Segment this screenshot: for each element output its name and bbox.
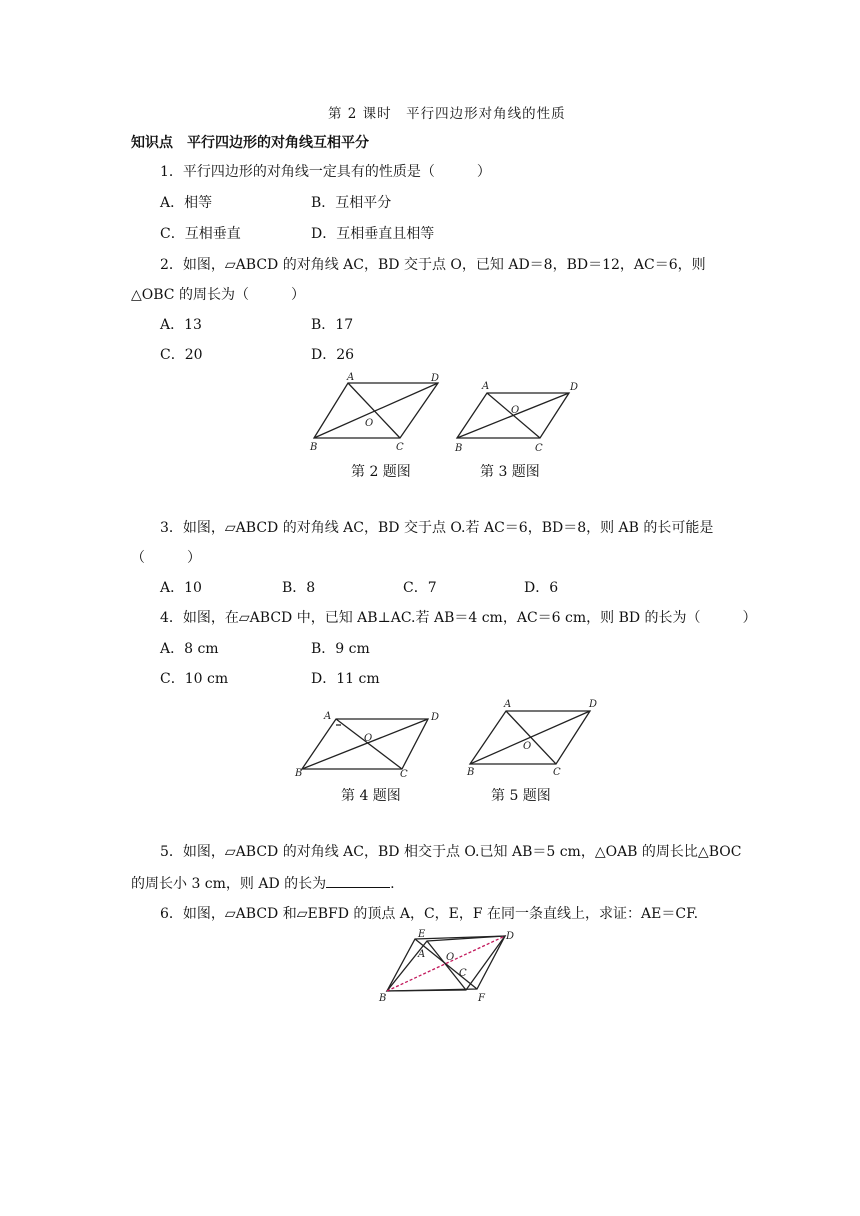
diagonal-ac xyxy=(336,719,402,769)
q4-option-d: D．11 cm xyxy=(311,671,380,687)
q1-option-c: C．互相垂直 xyxy=(160,226,241,242)
label-a: A xyxy=(504,699,512,710)
label-a: A xyxy=(347,372,355,383)
label-d: D xyxy=(431,373,440,384)
diagonal-bd xyxy=(302,719,428,769)
q3-option-d: D．6 xyxy=(524,580,559,596)
q2-option-a: A．13 xyxy=(160,317,202,333)
figure-q4-parallelogram xyxy=(290,705,450,785)
q4-option-a: A．8 cm xyxy=(160,641,219,657)
q5-stem-end: . xyxy=(390,876,395,892)
q3-option-b: B．8 xyxy=(282,580,316,596)
figure-5-caption: 第 5 题图 xyxy=(491,788,551,804)
label-b: B xyxy=(379,993,387,1004)
label-d: D xyxy=(589,699,598,710)
label-c: C xyxy=(400,769,408,780)
figure-q2-parallelogram xyxy=(300,370,450,460)
label-c: C xyxy=(459,968,467,979)
label-b: B xyxy=(455,443,463,454)
figure-3-caption: 第 3 题图 xyxy=(480,464,540,480)
label-b: B xyxy=(467,767,475,778)
label-d: D xyxy=(431,712,440,723)
label-c: C xyxy=(396,442,404,453)
figure-q5-parallelogram xyxy=(460,695,610,785)
lesson-title: 第 2 课时 平行四边形对角线的性质 xyxy=(328,106,566,122)
figure-2-caption: 第 2 题图 xyxy=(351,464,411,480)
figure-4-caption: 第 4 题图 xyxy=(341,788,401,804)
q2-option-b: B．17 xyxy=(311,317,354,333)
q5-stem-line1: 5．如图，▱ABCD 的对角线 AC，BD 相交于点 O.已知 AB＝5 cm，△OAB 的周长比△BOC xyxy=(160,844,742,860)
q2-stem-line2: △OBC 的周长为（ ） xyxy=(131,287,305,303)
label-a: A xyxy=(482,381,490,392)
label-a: A xyxy=(418,949,426,960)
label-d: D xyxy=(570,382,579,393)
q2-option-c: C．20 xyxy=(160,347,203,363)
q6-stem: 6．如图，▱ABCD 和▱EBFD 的顶点 A，C，E，F 在同一条直线上，求证：AE＝CF. xyxy=(160,906,699,922)
diagonal-bd-dashed xyxy=(387,936,505,991)
label-o: O xyxy=(365,418,374,429)
label-a: A xyxy=(324,711,332,722)
q4-option-b: B．9 cm xyxy=(311,641,370,657)
label-c: C xyxy=(535,443,543,454)
q3-stem-line2: （ ） xyxy=(131,550,201,566)
q3-stem-line1: 3．如图，▱ABCD 的对角线 AC，BD 交于点 O.若 AC＝6，BD＝8，则 AB 的长可能是 xyxy=(160,520,714,536)
q5-answer-blank[interactable] xyxy=(326,873,390,888)
label-e: E xyxy=(418,929,426,940)
q3-option-a: A．10 xyxy=(160,580,202,596)
q4-option-c: C．10 cm xyxy=(160,671,229,687)
label-b: B xyxy=(310,442,318,453)
label-b: B xyxy=(295,768,303,779)
label-d: D xyxy=(506,931,515,942)
q4-stem: 4．如图，在▱ABCD 中，已知 AB⊥AC.若 AB＝4 cm，AC＝6 cm，则 BD 的长为（ ） xyxy=(160,610,757,626)
diagonal-ac xyxy=(348,383,400,438)
q1-option-b: B．互相平分 xyxy=(311,195,392,211)
knowledge-point-heading: 知识点 平行四边形的对角线互相平分 xyxy=(131,135,369,151)
label-o: O xyxy=(511,405,520,416)
q3-option-c: C．7 xyxy=(403,580,437,596)
q5-stem-line2 xyxy=(131,873,395,894)
diagonal-ac xyxy=(427,941,466,990)
label-o: O xyxy=(446,952,455,963)
label-o: O xyxy=(523,741,532,752)
label-f: F xyxy=(478,993,485,1004)
figure-q6-two-parallelograms xyxy=(372,926,532,1006)
q1-option-a: A．相等 xyxy=(160,195,213,211)
label-o: O xyxy=(364,733,373,744)
q2-stem-line1: 2．如图，▱ABCD 的对角线 AC，BD 交于点 O，已知 AD＝8，BD＝12，AC＝6，则 xyxy=(160,257,706,273)
q5-stem-text: 的周长小 3 cm，则 AD 的长为 xyxy=(131,876,327,892)
q2-option-d: D．26 xyxy=(311,347,355,363)
label-c: C xyxy=(553,767,561,778)
figure-q3-parallelogram xyxy=(445,375,595,460)
q1-stem: 1．平行四边形的对角线一定具有的性质是（ ） xyxy=(160,164,491,180)
q1-option-d: D．互相垂直且相等 xyxy=(311,226,435,242)
